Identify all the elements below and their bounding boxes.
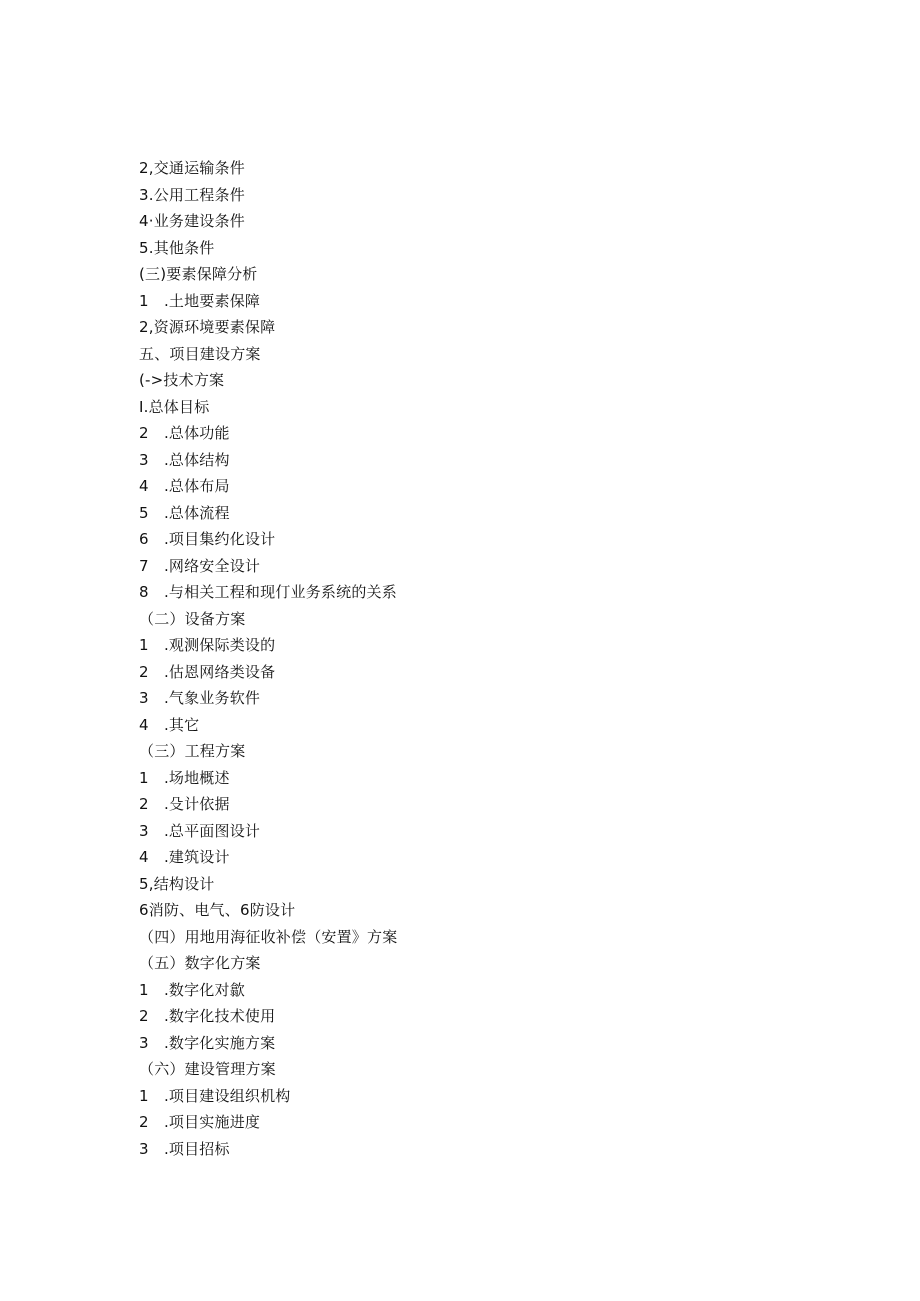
outline-line: 6消防、电气、6防设计 [139, 901, 296, 919]
outline-line: （二）设备方案 [139, 609, 246, 628]
outline-line: 2 .数字化技术使用 [139, 1007, 276, 1025]
outline-line: I.总体目标 [139, 397, 210, 416]
outline-line: （三）工程方案 [139, 742, 246, 760]
outline-line: 4·业务建设条件 [139, 212, 245, 230]
outline-list [139, 155, 397, 1162]
outline-line: 2 .项目实施进度 [139, 1113, 261, 1131]
outline-line: 3.公用工程条件 [139, 185, 245, 204]
outline-line: （六）建设管理方案 [139, 1060, 276, 1078]
outline-line: 5,结构设计 [139, 874, 215, 893]
outline-line: 2,资源环境要素保障 [139, 318, 276, 336]
outline-line: 2,交通运输条件 [139, 159, 245, 177]
outline-line: 1 .观测保际类设的 [139, 636, 276, 654]
outline-line: 2 .殳计依据 [139, 795, 230, 813]
outline-line: 1 .项目建设组织机构 [139, 1086, 291, 1105]
outline-line: 3 .项目招标 [139, 1139, 230, 1158]
outline-line: 1 .场地概述 [139, 768, 230, 787]
outline-line: 五、项目建设方案 [139, 344, 261, 363]
outline-line: 3 .气象业务软件 [139, 689, 261, 707]
outline-line: 3 .总体结构 [139, 450, 230, 469]
outline-line: (三)要素保障分析 [139, 265, 258, 283]
outline-line: 5 .总体流程 [139, 503, 230, 522]
outline-line: 4 .总体布局 [139, 477, 230, 495]
outline-line: 4 .其它 [139, 715, 200, 734]
outline-line: 5.其他条件 [139, 238, 215, 257]
outline-line: 1 .数字化对歙 [139, 980, 245, 999]
outline-line: 4 .建筑设计 [139, 848, 230, 866]
outline-line: 3 .总平面图设计 [139, 821, 261, 840]
outline-line: 2 .总体功能 [139, 424, 230, 442]
outline-line: 3 .数字化实施方案 [139, 1033, 276, 1052]
outline-line: 7 .网络安全设计 [139, 556, 261, 575]
outline-line: （四）用地用海征收补偿（安置》方案 [139, 927, 398, 946]
outline-line: 2 .估恩网络类设备 [139, 662, 276, 681]
outline-line: 6 .项目集约化设计 [139, 530, 276, 548]
outline-line: 1 .土地要素保障 [139, 291, 261, 310]
outline-line: （五）数字化方案 [139, 954, 261, 972]
outline-line: (->技术方案 [139, 371, 225, 389]
outline-line: 8 .与相关工程和现仃业务系统的关系 [139, 583, 397, 601]
